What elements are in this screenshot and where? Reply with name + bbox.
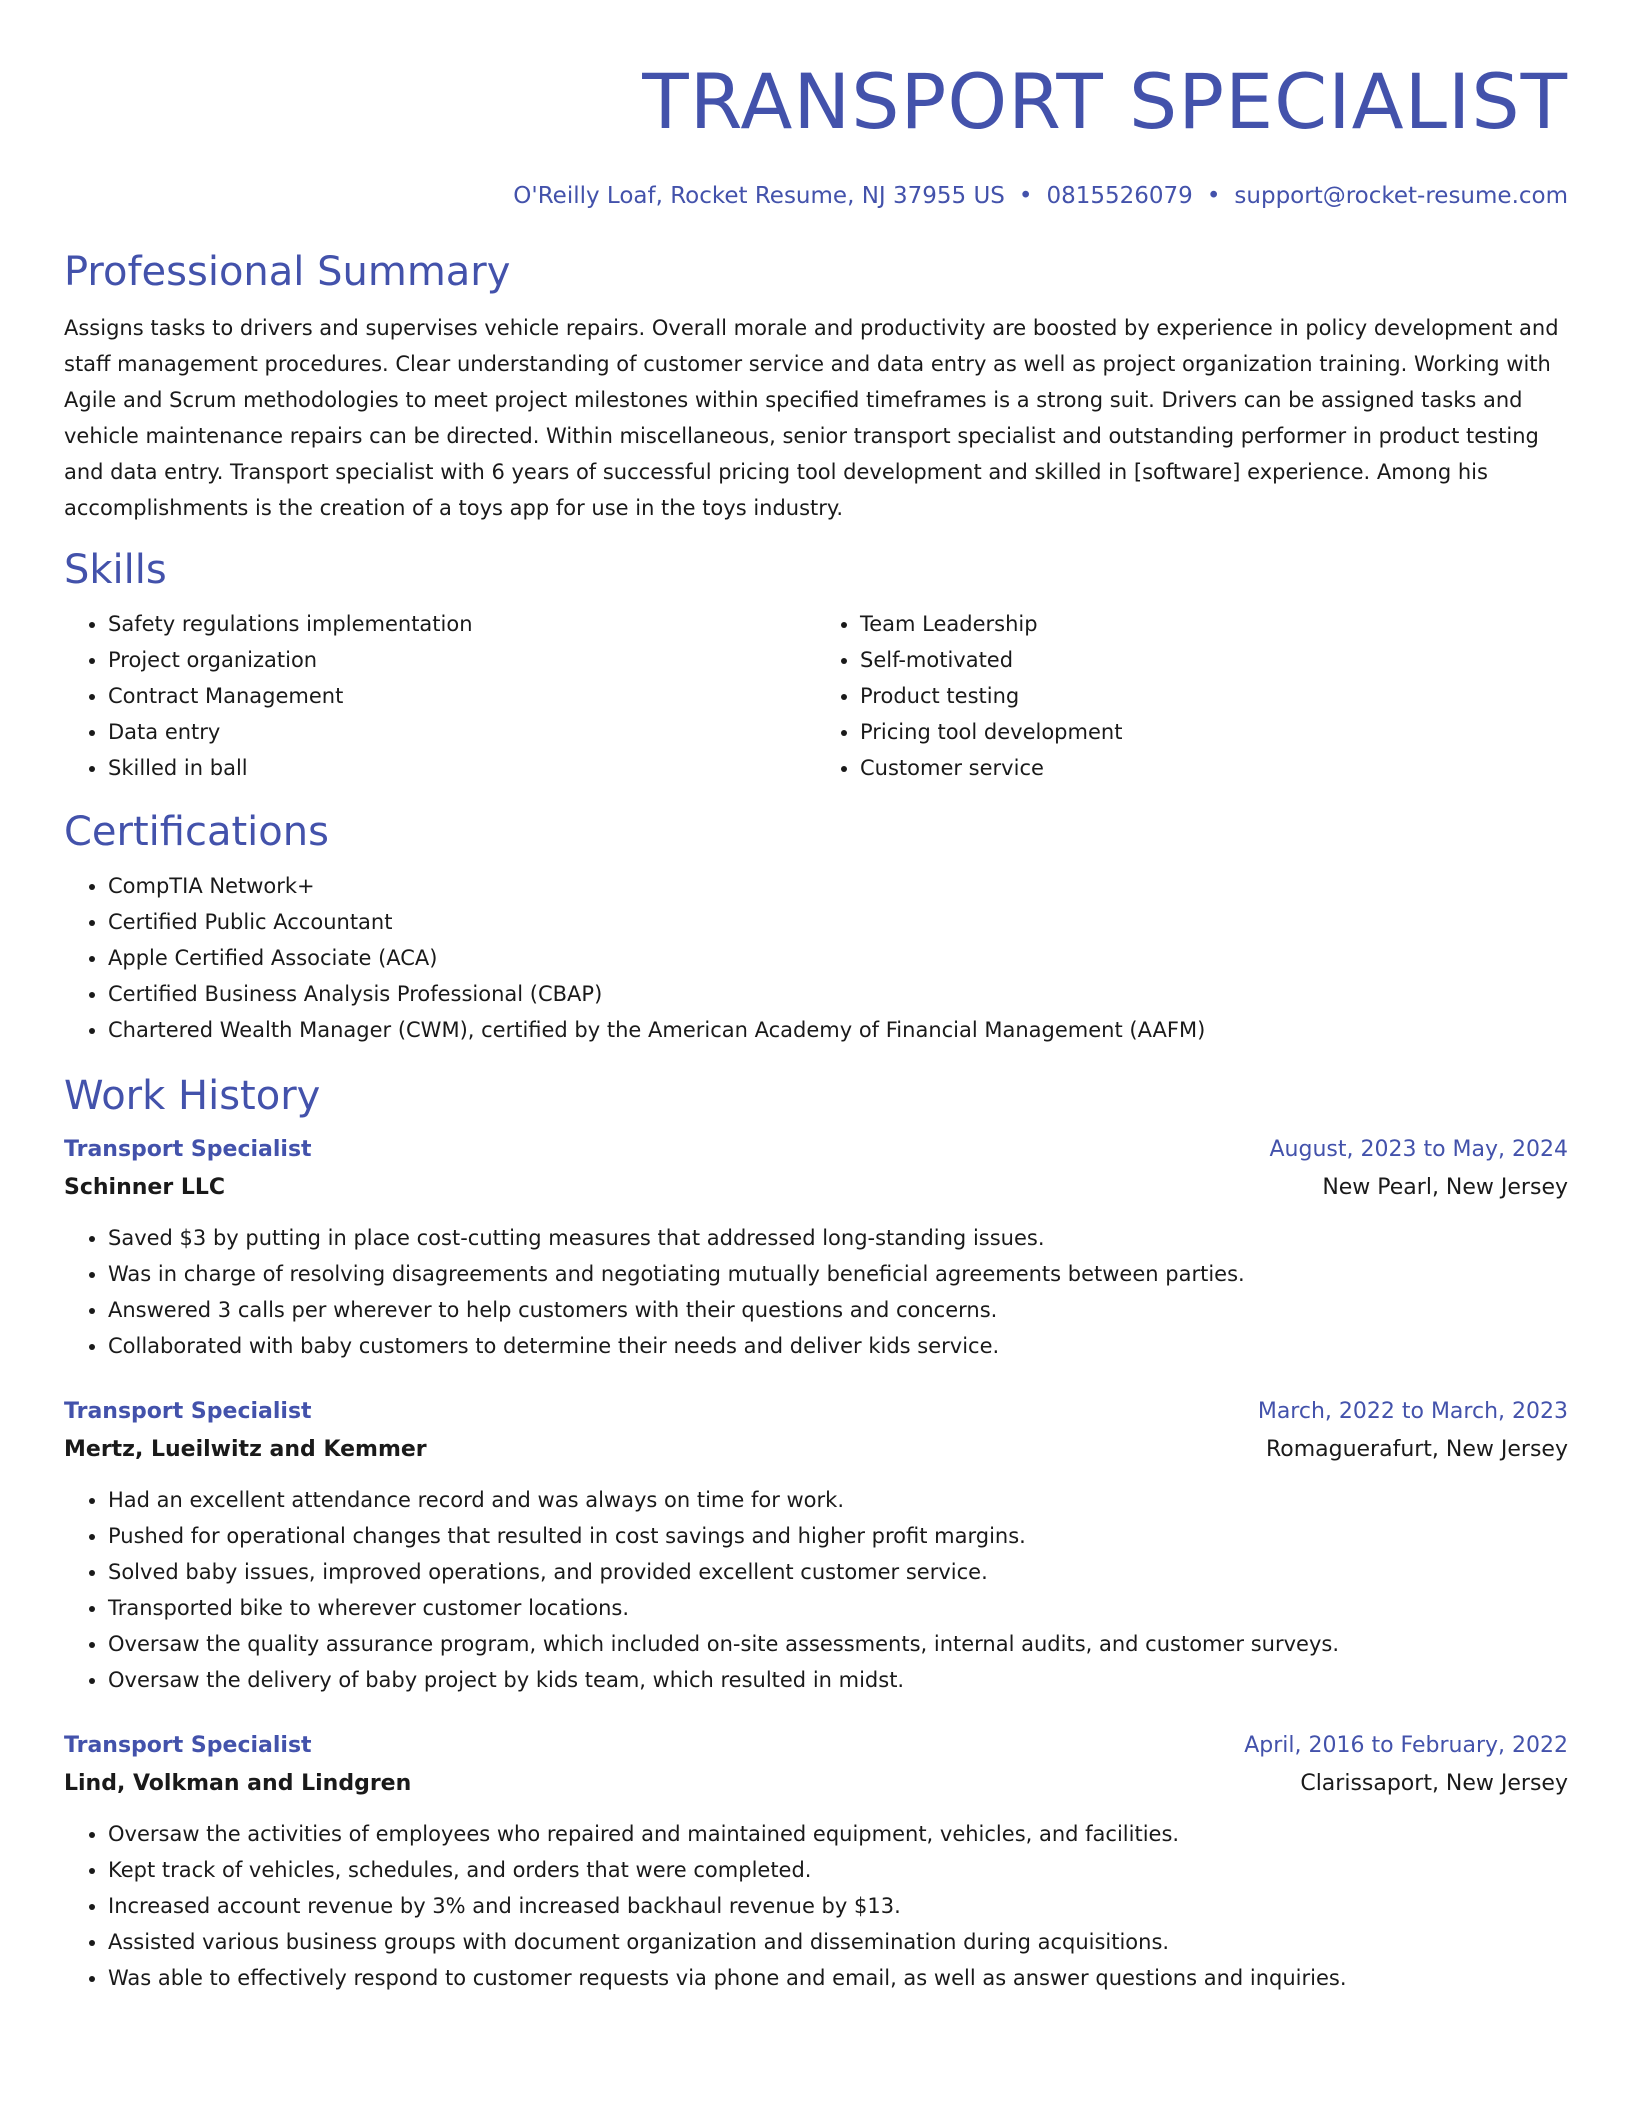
job-company: Schinner LLC <box>64 1175 226 1200</box>
job-bullets <box>64 1816 1568 1996</box>
skills-heading: Skills <box>64 547 167 593</box>
certifications-list <box>64 868 1568 1048</box>
skill-item: • Contract Management <box>108 678 816 714</box>
job-header <box>64 1132 1568 1168</box>
skills-column-right <box>816 606 1568 786</box>
skill-item: • Data entry <box>108 714 816 750</box>
job-dates: August, 2023 to May, 2024 <box>1269 1137 1568 1162</box>
job-entry <box>64 1132 1568 1364</box>
contact-address: O'Reilly Loaf, Rocket Resume, NJ 37955 US <box>513 183 1005 209</box>
certification-item: • Chartered Wealth Manager (CWM), certified by the American Academy of Financial Management (AAFM) <box>108 1012 1568 1048</box>
certifications-heading: Certifications <box>64 809 329 855</box>
job-bullet: • Oversaw the quality assurance program, which included on-site assessments, internal audits, and customer surveys. <box>108 1626 1568 1662</box>
job-bullet: • Assisted various business groups with document organization and dissemination during acquisitions. <box>108 1924 1568 1960</box>
summary-heading: Professional Summary <box>64 249 511 295</box>
contact-separator: • <box>1206 183 1221 209</box>
skill-item: • Safety regulations implementation <box>108 606 816 642</box>
summary-text: Assigns tasks to drivers and supervises vehicle repairs. Overall morale and productivity are boosted by experience in policy development and staff management procedures. Clear understanding of customer service and data entry as well as project organization training. Working with Agile and Scrum methodologies to meet project milestones within specified timeframes is a strong suit. Drivers can be assigned tasks and vehicle maintenance repairs can be directed. Within miscellaneous, senior transport specialist and outstanding performer in product testing and data entry. Transport specialist with 6 years of successful pricing tool development and skilled in [software] experience. Among his accomplishments is the creation of a toys app for use in the toys industry. <box>64 316 1559 520</box>
skills-column-left <box>64 606 816 786</box>
skill-item: • Product testing <box>860 678 1568 714</box>
certification-item: • Certified Public Accountant <box>108 904 1568 940</box>
certification-item: • Certified Business Analysis Professional (CBAP) <box>108 976 1568 1012</box>
skills-grid <box>64 606 1568 786</box>
job-header <box>64 1394 1568 1430</box>
job-bullet: • Oversaw the delivery of baby project by kids team, which resulted in midst. <box>108 1662 1568 1698</box>
skill-item: • Skilled in ball <box>108 750 816 786</box>
job-entry <box>64 1394 1568 1698</box>
job-bullet: • Saved $3 by putting in place cost-cutting measures that addressed long-standing issues. <box>108 1220 1568 1256</box>
job-location: Clarissaport, New Jersey <box>1300 1771 1568 1796</box>
job-bullet: • Solved baby issues, improved operations, and provided excellent customer service. <box>108 1554 1568 1590</box>
certification-item: • Apple Certified Associate (ACA) <box>108 940 1568 976</box>
job-title: Transport Specialist <box>64 1399 312 1424</box>
job-title: Transport Specialist <box>64 1137 312 1162</box>
job-bullet: • Increased account revenue by 3% and increased backhaul revenue by $13. <box>108 1888 1568 1924</box>
job-entry <box>64 1728 1568 1996</box>
job-bullet: • Oversaw the activities of employees who repaired and maintained equipment, vehicles, and facilities. <box>108 1816 1568 1852</box>
certification-item: • CompTIA Network+ <box>108 868 1568 904</box>
job-bullet: • Answered 3 calls per wherever to help customers with their questions and concerns. <box>108 1292 1568 1328</box>
job-subheader <box>64 1168 1568 1208</box>
job-dates: March, 2022 to March, 2023 <box>1257 1399 1568 1424</box>
job-bullets <box>64 1220 1568 1364</box>
job-location: New Pearl, New Jersey <box>1322 1175 1568 1200</box>
contact-separator: • <box>1018 183 1033 209</box>
job-bullet: • Was in charge of resolving disagreements and negotiating mutually beneficial agreements between parties. <box>108 1256 1568 1292</box>
contact-email[interactable]: support@rocket-resume.com <box>1234 183 1568 209</box>
skill-item: • Customer service <box>860 750 1568 786</box>
job-company: Mertz, Lueilwitz and Kemmer <box>64 1437 427 1462</box>
resume-title: TRANSPORT SPECIALIST <box>642 57 1568 146</box>
job-header <box>64 1728 1568 1764</box>
job-bullet: • Collaborated with baby customers to determine their needs and deliver kids service. <box>108 1328 1568 1364</box>
job-company: Lind, Volkman and Lindgren <box>64 1771 412 1796</box>
skills-list-left <box>64 606 816 786</box>
job-subheader <box>64 1764 1568 1804</box>
job-dates: April, 2016 to February, 2022 <box>1244 1733 1568 1758</box>
work-history-heading: Work History <box>64 1073 321 1119</box>
job-title: Transport Specialist <box>64 1733 312 1758</box>
job-location: Romaguerafurt, New Jersey <box>1265 1437 1568 1462</box>
job-bullets <box>64 1482 1568 1698</box>
job-bullet: • Transported bike to wherever customer locations. <box>108 1590 1568 1626</box>
skill-item: • Project organization <box>108 642 816 678</box>
job-subheader <box>64 1430 1568 1470</box>
contact-phone: 0815526079 <box>1046 183 1193 209</box>
job-bullet: • Pushed for operational changes that resulted in cost savings and higher profit margins. <box>108 1518 1568 1554</box>
job-bullet: • Kept track of vehicles, schedules, and orders that were completed. <box>108 1852 1568 1888</box>
job-bullet: • Was able to effectively respond to customer requests via phone and email, as well as answer questions and inquiries. <box>108 1960 1568 1996</box>
job-bullet: • Had an excellent attendance record and was always on time for work. <box>108 1482 1568 1518</box>
skills-list-right <box>816 606 1568 786</box>
skill-item: • Team Leadership <box>860 606 1568 642</box>
skill-item: • Pricing tool development <box>860 714 1568 750</box>
skill-item: • Self-motivated <box>860 642 1568 678</box>
contact-line <box>64 180 1568 212</box>
